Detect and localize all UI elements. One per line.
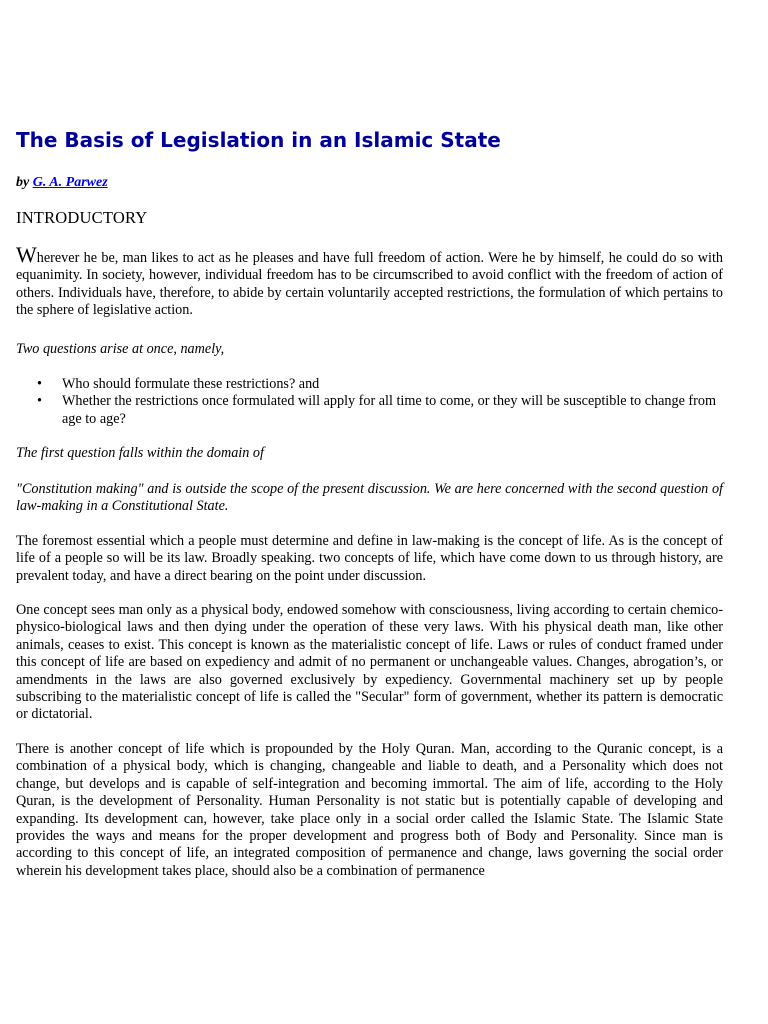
intro-paragraph	[16, 242, 723, 320]
author-link[interactable]: G. A. Parwez	[32, 175, 108, 190]
page-title: The Basis of Legislation in an Islamic State	[16, 128, 501, 152]
drop-cap: W	[16, 242, 37, 267]
list-item	[16, 393, 723, 428]
questions-list	[16, 376, 723, 428]
bullet-icon: •	[37, 393, 42, 410]
bullet-icon: •	[37, 376, 42, 392]
quranic-concept-paragraph: There is another concept of life which is propounded by the Holy Quran. Man, according to the Quranic concept, is a combination of a physical body, which is changing, changeable and liable to death, and a Personality which does not change, but develops and is capable of self-integration and becoming immortal. The aim of life, according to the Holy Quran, is the development of Personality. Human Personality is not static but is potentially capable of developing and expanding. Its development can, however, take place only in a social order called the Islamic State. The Islamic State provides the ways and means for the proper development and progress both of Body and Personality. Since man is according to this concept of life, an integrated composition of permanence and change, laws governing the social order wherein his development takes place, should also be a combination of permanence	[16, 741, 723, 879]
byline-prefix: by	[16, 175, 30, 190]
first-question-paragraph: The first question falls within the domain of	[16, 445, 264, 461]
list-item	[16, 376, 723, 393]
materialistic-concept-paragraph: One concept sees man only as a physical body, endowed somehow with consciousness, living according to certain chemico-physico-biological laws and then dying under the operation of these very laws. With his physical death man, like other animals, ceases to exist. This concept is known as the materialistic concept of life. Laws or rules of conduct framed under this concept of life are based on expediency and admit of no permanent or unchangeable values. Changes, abrogation’s, or amendments in the laws are also governed exclusively by expediency. Governmental machinery set up by people subscribing to the materialistic concept of life is called the "Secular" form of government, whether its pattern is democratic or dictatorial.	[16, 602, 723, 723]
questions-intro: Two questions arise at once, namely,	[16, 341, 225, 357]
list-item-text: Whether the restrictions once formulated will apply for all time to come, or they will be susceptible to change from age to age?	[62, 393, 716, 427]
constitution-paragraph: "Constitution making" and is outside the scope of the present discussion. We are here concerned with the second question of law-making in a Constitutional State.	[16, 481, 723, 515]
byline	[16, 175, 108, 191]
section-heading: INTRODUCTORY	[16, 208, 148, 227]
list-item-text: Who should formulate these restrictions? and	[62, 376, 320, 392]
foremost-paragraph: The foremost essential which a people must determine and define in law-making is the concept of life. As is the concept of life of a people so will be its law. Broadly speaking. two concepts of life, which have come down to us through history, are prevalent today, and have a direct bearing on the point under discussion.	[16, 533, 723, 584]
intro-text: herever he be, man likes to act as he pleases and have full freedom of action. Were he by himself, he could do so with equanimity. In society, however, individual freedom has to be circumscribed to avoid conflict with the freedom of action of others. Individuals have, therefore, to abide by certain voluntarily accepted restrictions, the formulation of which pertains to the sphere of legislative action.	[16, 250, 723, 319]
